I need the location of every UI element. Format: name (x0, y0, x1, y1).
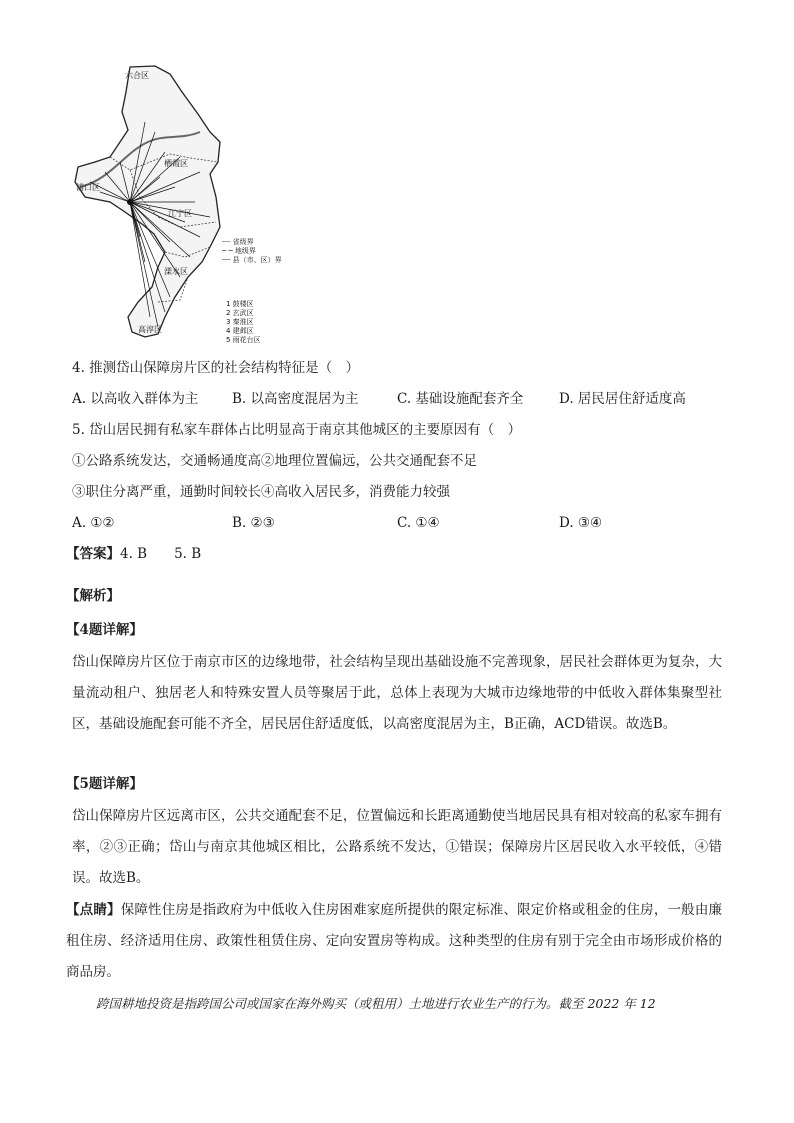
legend-d3: 3 秦淮区 (226, 318, 254, 326)
q5-stem: 5. 岱山居民拥有私家车群体占比明显高于南京其他城区的主要原因有（ ） (72, 422, 522, 438)
nanjing-commute-map (70, 62, 310, 347)
detail4-tag: 【4题详解】 (66, 622, 143, 638)
q4-stem: 4. 推测岱山保障房片区的社会结构特征是（ ） (72, 360, 360, 376)
q4-option-b: B. 以高密度混居为主 (232, 391, 359, 407)
map-legend-boundaries: ┈┈ 省级界 ─ ─ 地级界 ┄┄ 县（市、区）界 (222, 238, 282, 264)
detail5-text: 岱山保障房片区远离市区，公共交通配套不足，位置偏远和长距离通勤使当地居民具有相对较高的私家车拥有率，②③正确；岱山与南京其他城区相比，公路系统不发达，①错误；保障房片区居民收入水平较低，④错误。故选B。 (72, 808, 722, 886)
answer-line (66, 544, 201, 564)
label-lishui: 溧水区 (164, 267, 188, 276)
label-gaochun: 高淳区 (138, 325, 162, 334)
label-luhe: 六合区 (125, 71, 149, 80)
q4-option-c: C. 基础设施配套齐全 (397, 391, 524, 407)
q5-option-b: B. ②③ (232, 515, 275, 531)
legend-boundary2: 地级界 (234, 247, 256, 255)
q5-option-a: A. ①② (72, 515, 115, 531)
legend-d5: 5 雨花台区 (226, 336, 261, 344)
analysis-tag: 【解析】 (66, 588, 120, 604)
q5-statements-1: ①公路系统发达，交通畅通度高②地理位置偏远，公共交通配套不足 (72, 453, 477, 469)
comment-text: 保障性住房是指政府为中低收入住房困难家庭所提供的限定标准、限定价格或租金的住房，一般由廉租住房、经济适用住房、政策性租赁住房、定向安置房等构成。这种类型的住房有别于完全由市场形成价格的商品房。 (66, 902, 723, 980)
daishan-point (127, 199, 133, 205)
detail4-text: 岱山保障房片区位于南京市区的边缘地带，社会结构呈现出基础设施不完善现象，居民社会群体更为复杂，大量流动租户、独居老人和特殊安置人员等聚居于此，总体上表现为大城市边缘地带的中低收入群体集聚型社区，基础设施配套可能不齐全，居民居住舒适度低，以高密度混居为主，B正确，ACD错误。故选B。 (72, 654, 722, 732)
q4-option-a: A. 以高收入群体为主 (72, 391, 199, 407)
map-drawing (70, 62, 310, 347)
comment-tag: 【点睛】 (66, 902, 121, 918)
label-jiangning: 江宁区 (168, 209, 192, 218)
legend-d1: 1 鼓楼区 (226, 300, 254, 308)
legend-boundary3: 县（市、区）界 (232, 256, 282, 264)
comment-block (66, 895, 722, 988)
legend-boundary1: 省级界 (232, 238, 254, 246)
answer-text: 4. B 5. B (120, 546, 202, 562)
legend-d2: 2 玄武区 (226, 309, 254, 317)
q5-option-d: D. ③④ (559, 515, 603, 531)
q4-option-d: D. 居民居住舒适度高 (559, 391, 686, 407)
answer-tag: 【答案】 (66, 546, 120, 562)
detail5-tag: 【5题详解】 (66, 776, 143, 792)
legend-d4: 4 建邺区 (226, 327, 254, 335)
label-qixia: 栖霞区 (164, 159, 188, 168)
next-passage: 跨国耕地投资是指跨国公司或国家在海外购买（或租用）土地进行农业生产的行为。截至 2022 年 12 (96, 996, 656, 1011)
label-pukou: 浦口区 (76, 183, 100, 192)
q5-statements-2: ③职住分离严重，通勤时间较长④高收入居民多，消费能力较强 (72, 484, 450, 500)
map-legend-districts (226, 300, 261, 345)
q5-option-c: C. ①④ (397, 515, 440, 531)
